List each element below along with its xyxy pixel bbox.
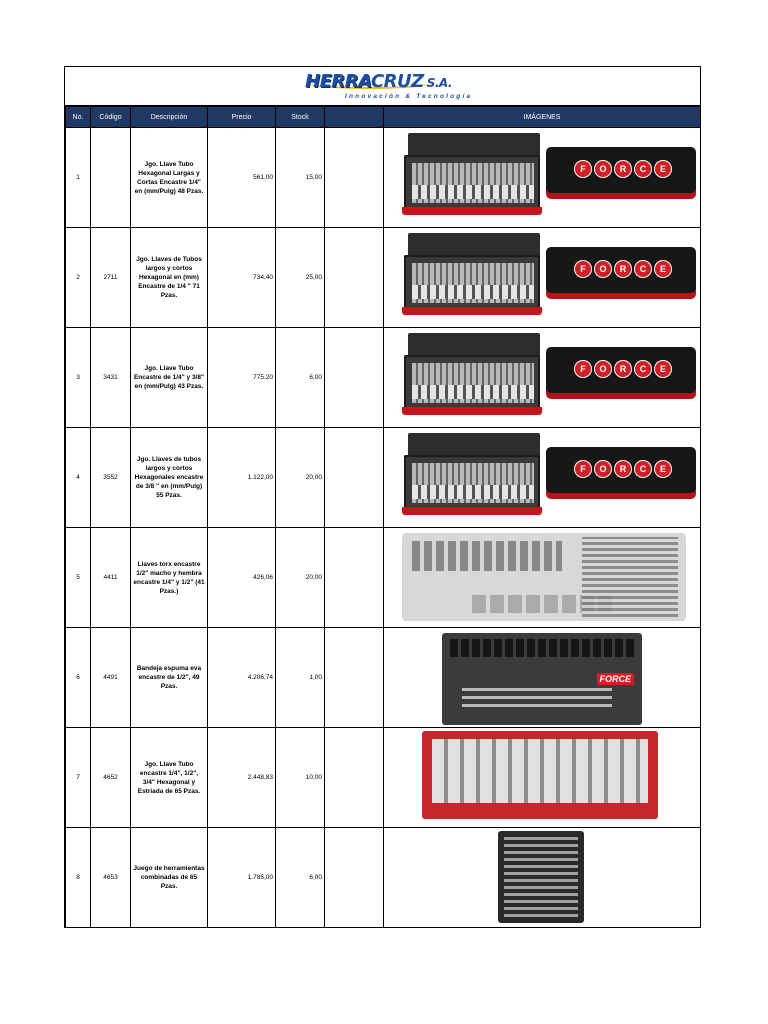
force-letter: C xyxy=(634,460,652,478)
cell-stock: 25,00 xyxy=(276,228,325,328)
cell-stock: 20,00 xyxy=(276,528,325,628)
force-letter: F xyxy=(574,460,592,478)
cell-stock: 15,00 xyxy=(276,128,325,228)
cell-price: 4.206,74 xyxy=(208,628,276,728)
cell-description: Jgo. Llaves de Tubos largos y cortos Hexagonal en (mm) Encastre de 1/4 " 71 Pzas. xyxy=(131,228,208,328)
logo-band xyxy=(65,67,700,106)
cell-blank xyxy=(325,728,384,828)
cell-image xyxy=(384,428,701,528)
force-letter: O xyxy=(594,460,612,478)
closed-force-case-image xyxy=(546,247,696,293)
cell-no: 2 xyxy=(66,228,91,328)
cell-price: 561,00 xyxy=(208,128,276,228)
logo-cruz: CRUZ xyxy=(370,71,424,92)
force-letter: O xyxy=(594,260,612,278)
cell-stock: 6,00 xyxy=(276,328,325,428)
logo-herra: HERRA xyxy=(305,71,371,92)
force-letter: C xyxy=(634,360,652,378)
cell-description: Juego de herramientas combinadas de 65 Pzas. xyxy=(131,828,208,928)
cell-price: 734,40 xyxy=(208,228,276,328)
cell-price: 426,06 xyxy=(208,528,276,628)
force-letter: F xyxy=(574,360,592,378)
force-logo xyxy=(574,460,672,478)
cell-blank xyxy=(325,628,384,728)
cell-stock: 10,00 xyxy=(276,728,325,828)
cell-no: 6 xyxy=(66,628,91,728)
cell-blank xyxy=(325,328,384,428)
cell-image xyxy=(384,328,701,428)
table-row xyxy=(66,428,701,528)
cell-code xyxy=(91,128,131,228)
cell-description: Jgo. Llave Tubo encastre 1/4", 1/2", 3/4" Hexagonal y Estriada de 65 Pzas. xyxy=(131,728,208,828)
cell-description: Llaves torx encastre 1/2" macho y hembra encastre 1/4" y 1/2" (41 Pzas.) xyxy=(131,528,208,628)
cell-image xyxy=(384,128,701,228)
cell-image xyxy=(384,828,701,928)
cell-blank xyxy=(325,428,384,528)
logo-tagline: Innovación & Tecnología xyxy=(345,93,473,100)
black-toolcase-image xyxy=(498,831,584,923)
table-row xyxy=(66,828,701,928)
table-row xyxy=(66,628,701,728)
cell-code: 4491 xyxy=(91,628,131,728)
cell-code: 3552 xyxy=(91,428,131,528)
force-letter: C xyxy=(634,160,652,178)
closed-force-case-image xyxy=(546,347,696,393)
cell-code: 4653 xyxy=(91,828,131,928)
force-letter: R xyxy=(614,160,632,178)
cell-image xyxy=(384,728,701,828)
closed-force-case-image xyxy=(546,147,696,193)
header-description: Descripción xyxy=(131,107,208,128)
logo-sa: S.A. xyxy=(426,76,452,90)
header-price: Precio xyxy=(208,107,276,128)
cell-no: 3 xyxy=(66,328,91,428)
open-socket-case-image xyxy=(402,133,542,219)
table-row xyxy=(66,328,701,428)
eva-foam-tray-image xyxy=(442,633,642,725)
red-toolcase-image xyxy=(422,731,658,819)
header-images: IMÁGENES xyxy=(384,107,701,128)
cell-no: 5 xyxy=(66,528,91,628)
table-header-row xyxy=(66,107,701,128)
cell-code: 2711 xyxy=(91,228,131,328)
table-row xyxy=(66,528,701,628)
force-letter: E xyxy=(654,260,672,278)
cell-price: 1.785,00 xyxy=(208,828,276,928)
cell-image xyxy=(384,628,701,728)
cell-price: 2.448,83 xyxy=(208,728,276,828)
closed-force-case-image xyxy=(546,447,696,493)
cell-description: Bandeja espuma eva encastre de 1/2", 49 Pzas. xyxy=(131,628,208,728)
cell-description: Jgo. Llaves de tubos largos y cortos Hexagonales encastre de 3/8 " en (mm/Pulg) 55 Pzas. xyxy=(131,428,208,528)
table-row xyxy=(66,228,701,328)
force-logo xyxy=(574,260,672,278)
table-row xyxy=(66,728,701,828)
cell-blank xyxy=(325,828,384,928)
cell-price: 1.122,00 xyxy=(208,428,276,528)
cell-stock: 6,00 xyxy=(276,828,325,928)
force-letter: E xyxy=(654,160,672,178)
cell-price: 775,20 xyxy=(208,328,276,428)
cell-blank xyxy=(325,228,384,328)
torx-tray-image xyxy=(402,533,686,621)
cell-stock: 1,00 xyxy=(276,628,325,728)
force-letter: E xyxy=(654,360,672,378)
force-letter: E xyxy=(654,460,672,478)
force-letter: F xyxy=(574,260,592,278)
cell-blank xyxy=(325,528,384,628)
table-row xyxy=(66,128,701,228)
cell-code: 4411 xyxy=(91,528,131,628)
cell-no: 7 xyxy=(66,728,91,828)
force-logo xyxy=(574,360,672,378)
product-table xyxy=(65,106,701,928)
price-list-sheet xyxy=(64,66,701,928)
force-letter: O xyxy=(594,160,612,178)
cell-no: 4 xyxy=(66,428,91,528)
cell-stock: 20,00 xyxy=(276,428,325,528)
force-letter: F xyxy=(574,160,592,178)
open-socket-case-image xyxy=(402,433,542,519)
header-no: No. xyxy=(66,107,91,128)
cell-description: Jgo. Llave Tubo Hexagonal Largas y Cortas Encastre 1/4" en (mm/Pulg) 48 Pzas. xyxy=(131,128,208,228)
cell-blank xyxy=(325,128,384,228)
header-code: Código xyxy=(91,107,131,128)
force-logo xyxy=(574,160,672,178)
cell-code: 4652 xyxy=(91,728,131,828)
header-blank xyxy=(325,107,384,128)
cell-no: 1 xyxy=(66,128,91,228)
force-letter: R xyxy=(614,460,632,478)
cell-code: 3431 xyxy=(91,328,131,428)
force-letter: C xyxy=(634,260,652,278)
header-stock: Stock xyxy=(276,107,325,128)
force-letter: R xyxy=(614,260,632,278)
cell-image xyxy=(384,528,701,628)
open-socket-case-image xyxy=(402,333,542,419)
cell-image xyxy=(384,228,701,328)
cell-description: Jgo. Llave Tubo Encastre de 1/4" y 3/8" en (mm/Pulg) 43 Pzas. xyxy=(131,328,208,428)
force-letter: R xyxy=(614,360,632,378)
logo-mark xyxy=(305,72,452,93)
force-letter: O xyxy=(594,360,612,378)
eva-brand-label: FORCE xyxy=(597,673,635,685)
open-socket-case-image xyxy=(402,233,542,319)
cell-no: 8 xyxy=(66,828,91,928)
herracruz-logo xyxy=(305,72,495,102)
